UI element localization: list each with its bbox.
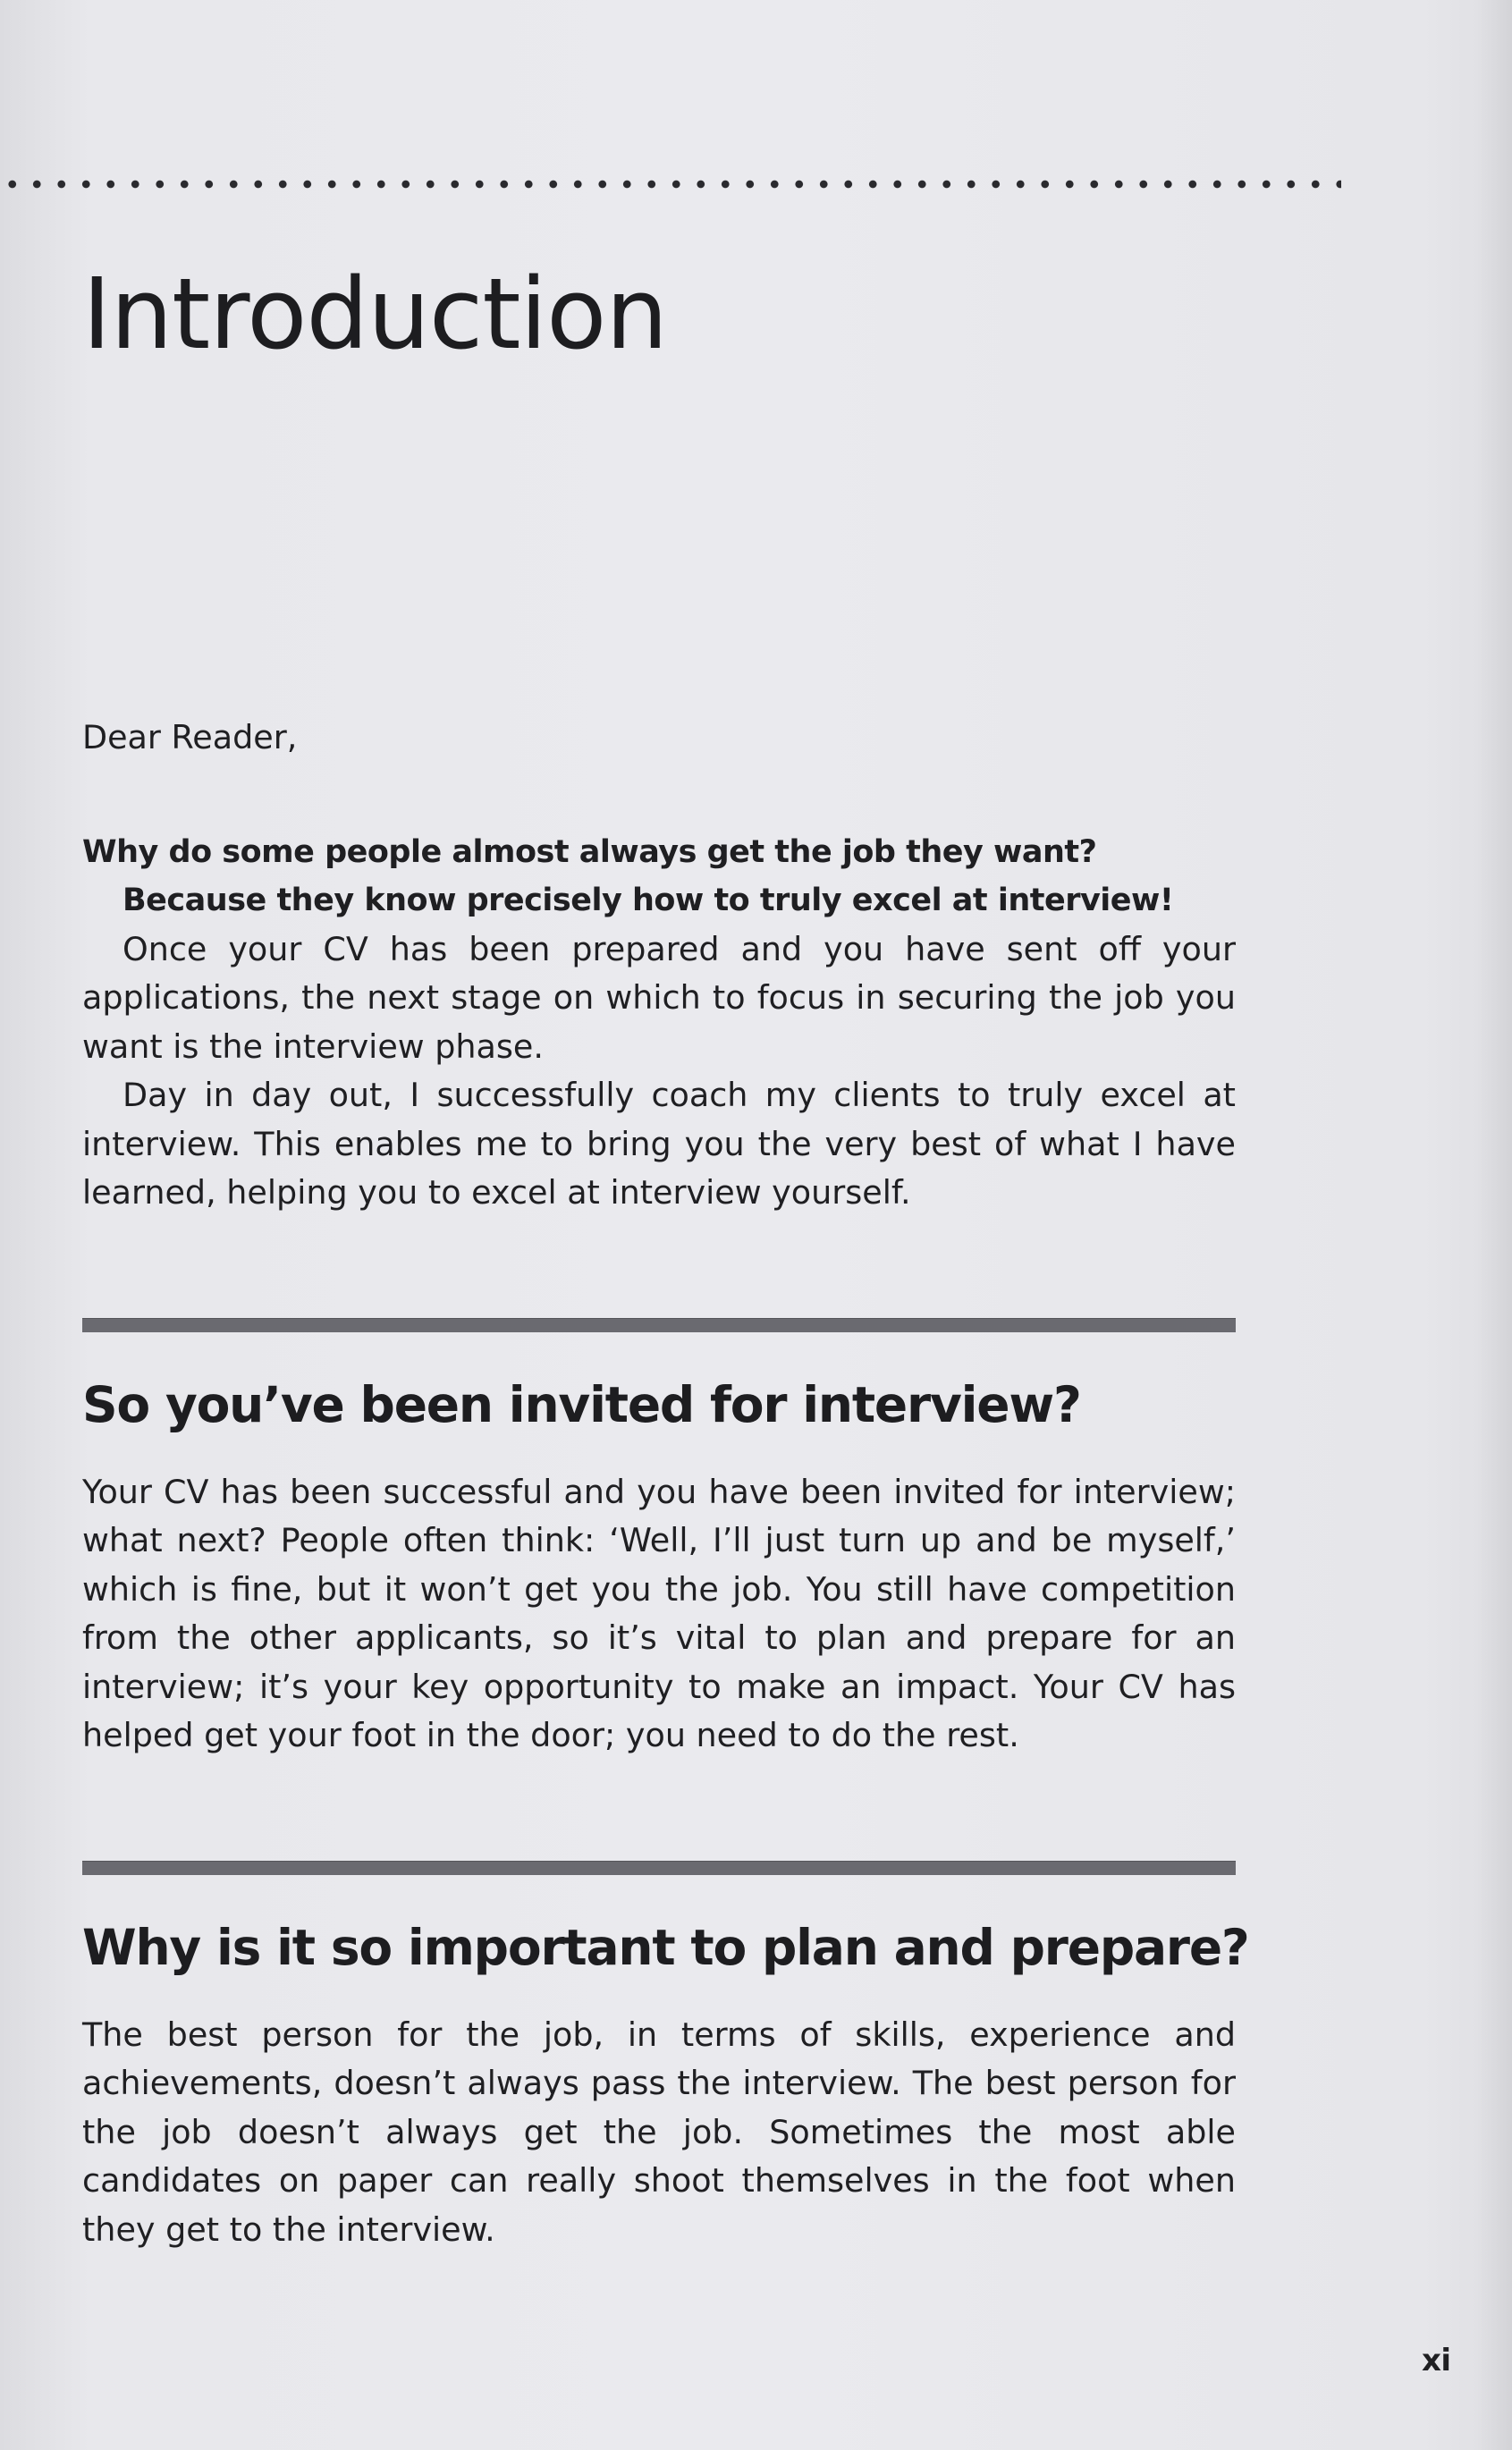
intro-paragraph-2: Day in day out, I successfully coach my clients to truly excel at interview. This enables me to bring you the very best of what I have learned, helping you to excel at interview yourself. [82,1076,1236,1212]
intro-answer: Because they know precisely how to truly excel at interview! [122,883,1174,918]
salutation: Dear Reader, [82,718,298,756]
section-heading-invited: So you’ve been invited for interview? [82,1375,1081,1433]
dotted-rule [0,179,1341,190]
page-edge-shadow [1476,0,1512,2450]
intro-question: Why do some people almost always get the job they want? [82,833,1097,870]
section-heading-plan: Why is it so important to plan and prepare? [82,1918,1249,1976]
page-content [82,714,1249,2254]
section-divider-2 [82,1861,1236,1875]
intro-paragraph-1: Once your CV has been prepared and you have sent off your applications, the next stage on which to focus in securing the job you want is the interview phase. [82,929,1236,1066]
section-divider-1 [82,1318,1236,1332]
page-number: xi [1422,2343,1451,2378]
section-body-invited: Your CV has been successful and you have been invited for interview; what next? People often think: ‘Well, I’ll just turn up and be myself,’ which is fine, but it won’t get you the job. You still have competition from the other applicants, so it’s vital to plan and prepare for an interview; it’s your key opportunity to make an impact. Your CV has helped get your foot in the door; you need to do the rest. [82,1472,1236,1754]
section-body-plan: The best person for the job, in terms of skills, experience and achievements, doesn’t always pass the interview. The best person for the job doesn’t always get the job. Sometimes the most able candidates on paper can really shoot themselves in the foot when they get to the interview. [82,2015,1236,2249]
chapter-title: Introduction [82,257,668,371]
